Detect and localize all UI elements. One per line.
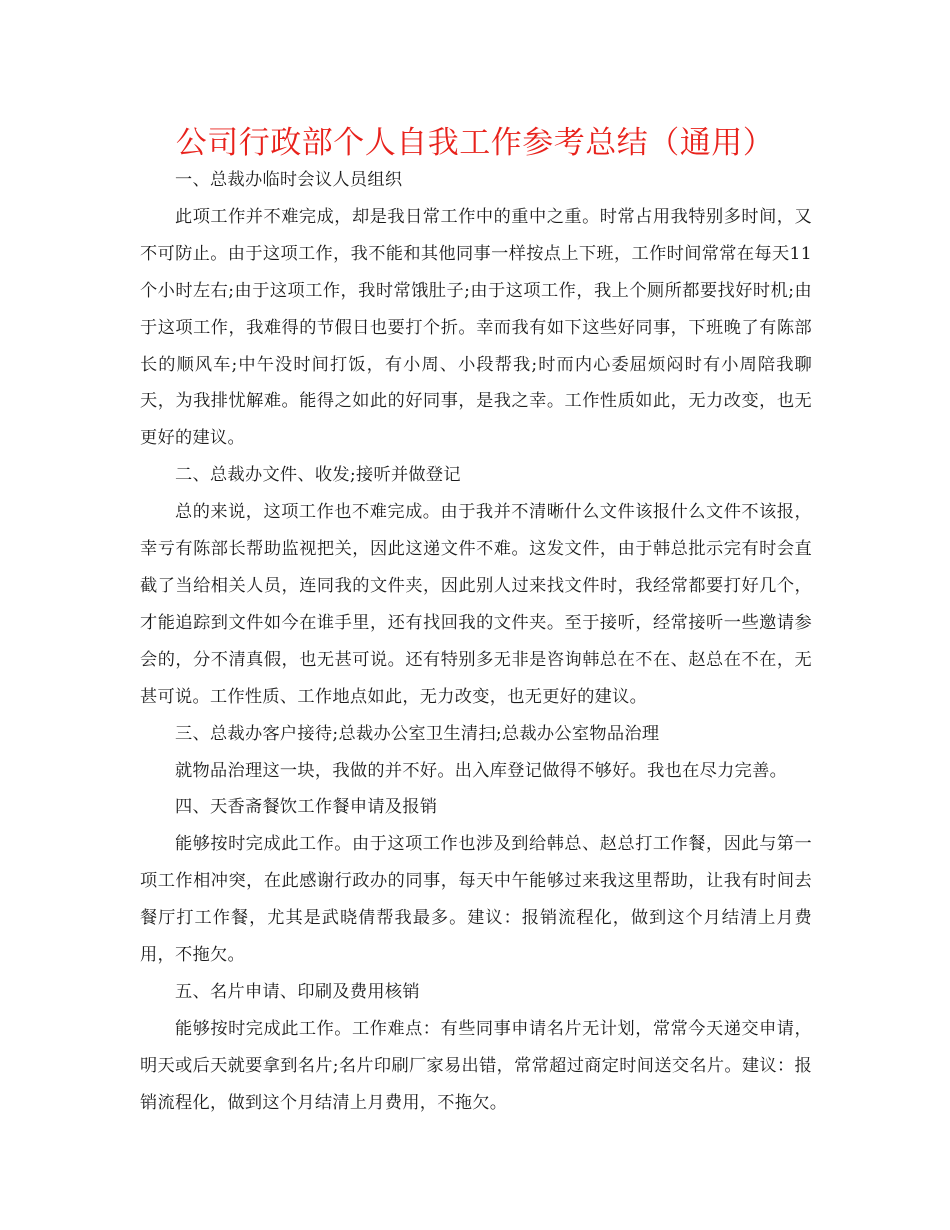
section-heading: 四、天香斋餐饮工作餐申请及报销 xyxy=(175,797,438,818)
section-paragraph: 总的来说，这项工作也不难完成。由于我并不清晰什么文件该报什么文件不该报，幸亏有陈部长帮助监视把关，因此这递文件不难。这发文件，由于韩总批示完有时会直截了当给相关人员，连同我的文件夹，因此别人过来找文件时，我经常都要打好几个，才能追踪到文件如今在谁手里，还有找回我的文件夹。至于接听，经常接听一些邀请参会的，分不清真假，也无甚可说。还有特别多无非是咨询韩总在不在、赵总在不在，无甚可说。工作性质、工作地点如此，无力改变，也无更好的建议。 xyxy=(140,502,812,707)
section-heading: 三、总裁办客户接待;总裁办公室卫生清扫;总裁办公室物品治理 xyxy=(175,723,660,744)
section-5 xyxy=(140,974,812,1122)
section-heading: 五、名片申请、印刷及费用核销 xyxy=(175,981,420,1002)
section-paragraph: 能够按时完成此工作。由于这项工作也涉及到给韩总、赵总打工作餐，因此与第一项工作相冲突，在此感谢行政办的同事，每天中午能够过来我这里帮助，让我有时间去餐厅打工作餐，尤其是武晓倩帮我最多。建议：报销流程化，做到这个月结清上月费用，不拖欠。 xyxy=(140,834,812,966)
section-4 xyxy=(140,789,812,974)
section-3 xyxy=(140,716,812,790)
section-1 xyxy=(140,162,812,457)
document-body xyxy=(140,162,812,1122)
section-heading: 二、总裁办文件、收发;接听并做登记 xyxy=(175,465,461,486)
section-paragraph: 此项工作并不难完成，却是我日常工作中的重中之重。时常占用我特别多时间，又不可防止。由于这项工作，我不能和其他同事一样按点上下班，工作时间常常在每天11个小时左右;由于这项工作，我时常饿肚子;由于这项工作，我上个厕所都要找好时机;由于这项工作，我难得的节假日也要打个折。幸而我有如下这些好同事，下班晚了有陈部长的顺风车;中午没时间打饭，有小周、小段帮我;时而内心委屈烦闷时有小周陪我聊天，为我排忧解难。能得之如此的好同事，是我之幸。工作性质如此，无力改变，也无更好的建议。 xyxy=(140,206,813,449)
document-title: 公司行政部个人自我工作参考总结（通用） xyxy=(175,125,775,161)
section-2 xyxy=(140,457,812,715)
section-paragraph: 能够按时完成此工作。工作难点：有些同事申请名片无计划，常常今天递交申请，明天或后天就要拿到名片;名片印刷厂家易出错，常常超过商定时间送交名片。建议：报销流程化，做到这个月结清上月费用，不拖欠。 xyxy=(140,1018,812,1113)
section-heading: 一、总裁办临时会议人员组织 xyxy=(175,170,403,190)
section-paragraph: 就物品治理这一块，我做的并不好。出入库登记做得不够好。我也在尽力完善。 xyxy=(175,760,788,781)
